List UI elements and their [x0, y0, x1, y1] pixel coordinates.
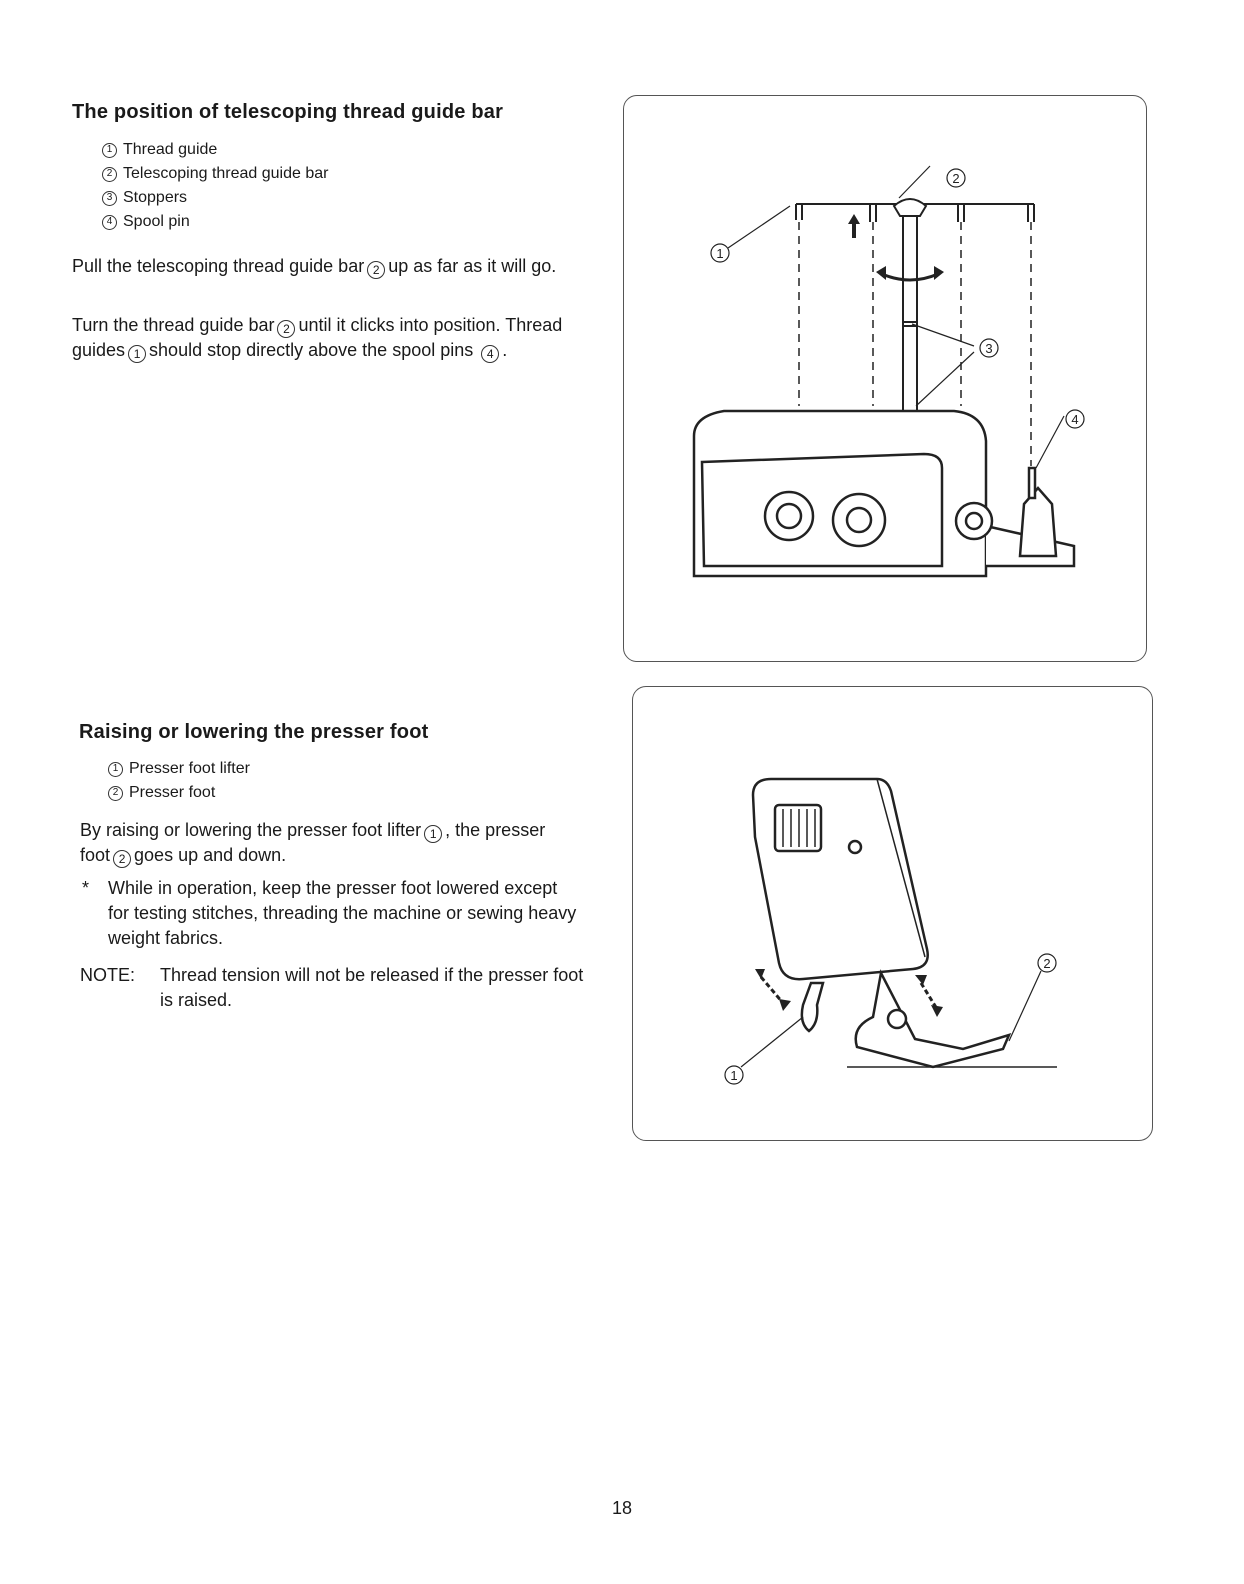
note-text: Thread tension will not be released if the presser foot is raised.: [160, 965, 584, 1010]
section1-paragraph-2: Turn the thread guide bar 2 until it clicks into position. Thread guides 1 should stop directly above the spool pins 4 .: [72, 315, 563, 361]
bullet-mark: *: [82, 878, 90, 898]
callout-number: 1: [716, 246, 724, 261]
callout-number: 1: [424, 825, 442, 843]
page-number: 18: [611, 1498, 633, 1518]
screw: [849, 841, 861, 853]
callout-number: 1: [128, 345, 146, 363]
up-arrow-icon: [848, 214, 860, 238]
note-label: NOTE:: [80, 965, 136, 985]
legend-item: [108, 781, 250, 805]
legend-label: Stoppers: [123, 189, 188, 206]
legend-label: Thread guide: [123, 141, 218, 158]
legend-item: [108, 757, 250, 781]
presser-foot-figure: [632, 686, 1153, 1141]
callout-number: 4: [481, 345, 499, 363]
callout-number: 2: [108, 786, 123, 801]
callout-number: 2: [952, 171, 960, 186]
legend-item: [102, 210, 328, 234]
vent-grille: [775, 805, 821, 851]
presser-foot-lifter: [802, 983, 823, 1031]
section2-bullet: [82, 876, 582, 951]
legend-item: [102, 186, 328, 210]
legend-item: [102, 162, 328, 186]
telescoping-bar: [903, 208, 917, 418]
section2-title: Raising or lowering the presser foot: [79, 721, 429, 743]
callout-number: 3: [102, 191, 117, 206]
callout-number: 1: [108, 762, 123, 777]
callout-number: 2: [102, 167, 117, 182]
legend-label: Spool pin: [123, 213, 190, 230]
machine-panel: [702, 454, 942, 566]
section1-legend: [102, 138, 328, 234]
callout-number: 4: [102, 215, 117, 230]
callout-number: 1: [730, 1068, 738, 1083]
section2-paragraph-1: By raising or lowering the presser foot lifter 1 , the presser foot 2 goes up and down.: [80, 820, 546, 866]
callout-number: 2: [367, 261, 385, 279]
spool-pin: [1029, 468, 1035, 498]
legend-item: [102, 138, 328, 162]
callout-number: 2: [1043, 956, 1051, 971]
callout-number: 2: [113, 850, 131, 868]
callout-number: 3: [985, 341, 993, 356]
foot-screw: [888, 1010, 906, 1028]
section2-note: [80, 963, 600, 1013]
callout-number: 2: [277, 320, 295, 338]
bar-cap: [894, 199, 926, 216]
legend-label: Telescoping thread guide bar: [123, 165, 329, 182]
legend-label: Presser foot lifter: [129, 760, 250, 777]
cone-spool: [1020, 488, 1056, 556]
motion-arrow-icon: [755, 969, 765, 979]
presser-foot: [856, 973, 1009, 1067]
presser-foot-illustration: [633, 687, 1154, 1142]
thread-guide-figure: [623, 95, 1147, 662]
section1-title: The position of telescoping thread guide bar: [72, 101, 504, 123]
section1-paragraph-1: Pull the telescoping thread guide bar 2 up as far as it will go.: [72, 256, 557, 277]
callout-number: 4: [1071, 412, 1079, 427]
legend-label: Presser foot: [129, 784, 216, 801]
thread-guide-illustration: [624, 96, 1148, 663]
section2-legend: [108, 757, 250, 805]
callout-number: 1: [102, 143, 117, 158]
bullet-text: While in operation, keep the presser foot lowered except for testing stitches, threading the machine or sewing heavy weight fabrics.: [108, 878, 577, 948]
